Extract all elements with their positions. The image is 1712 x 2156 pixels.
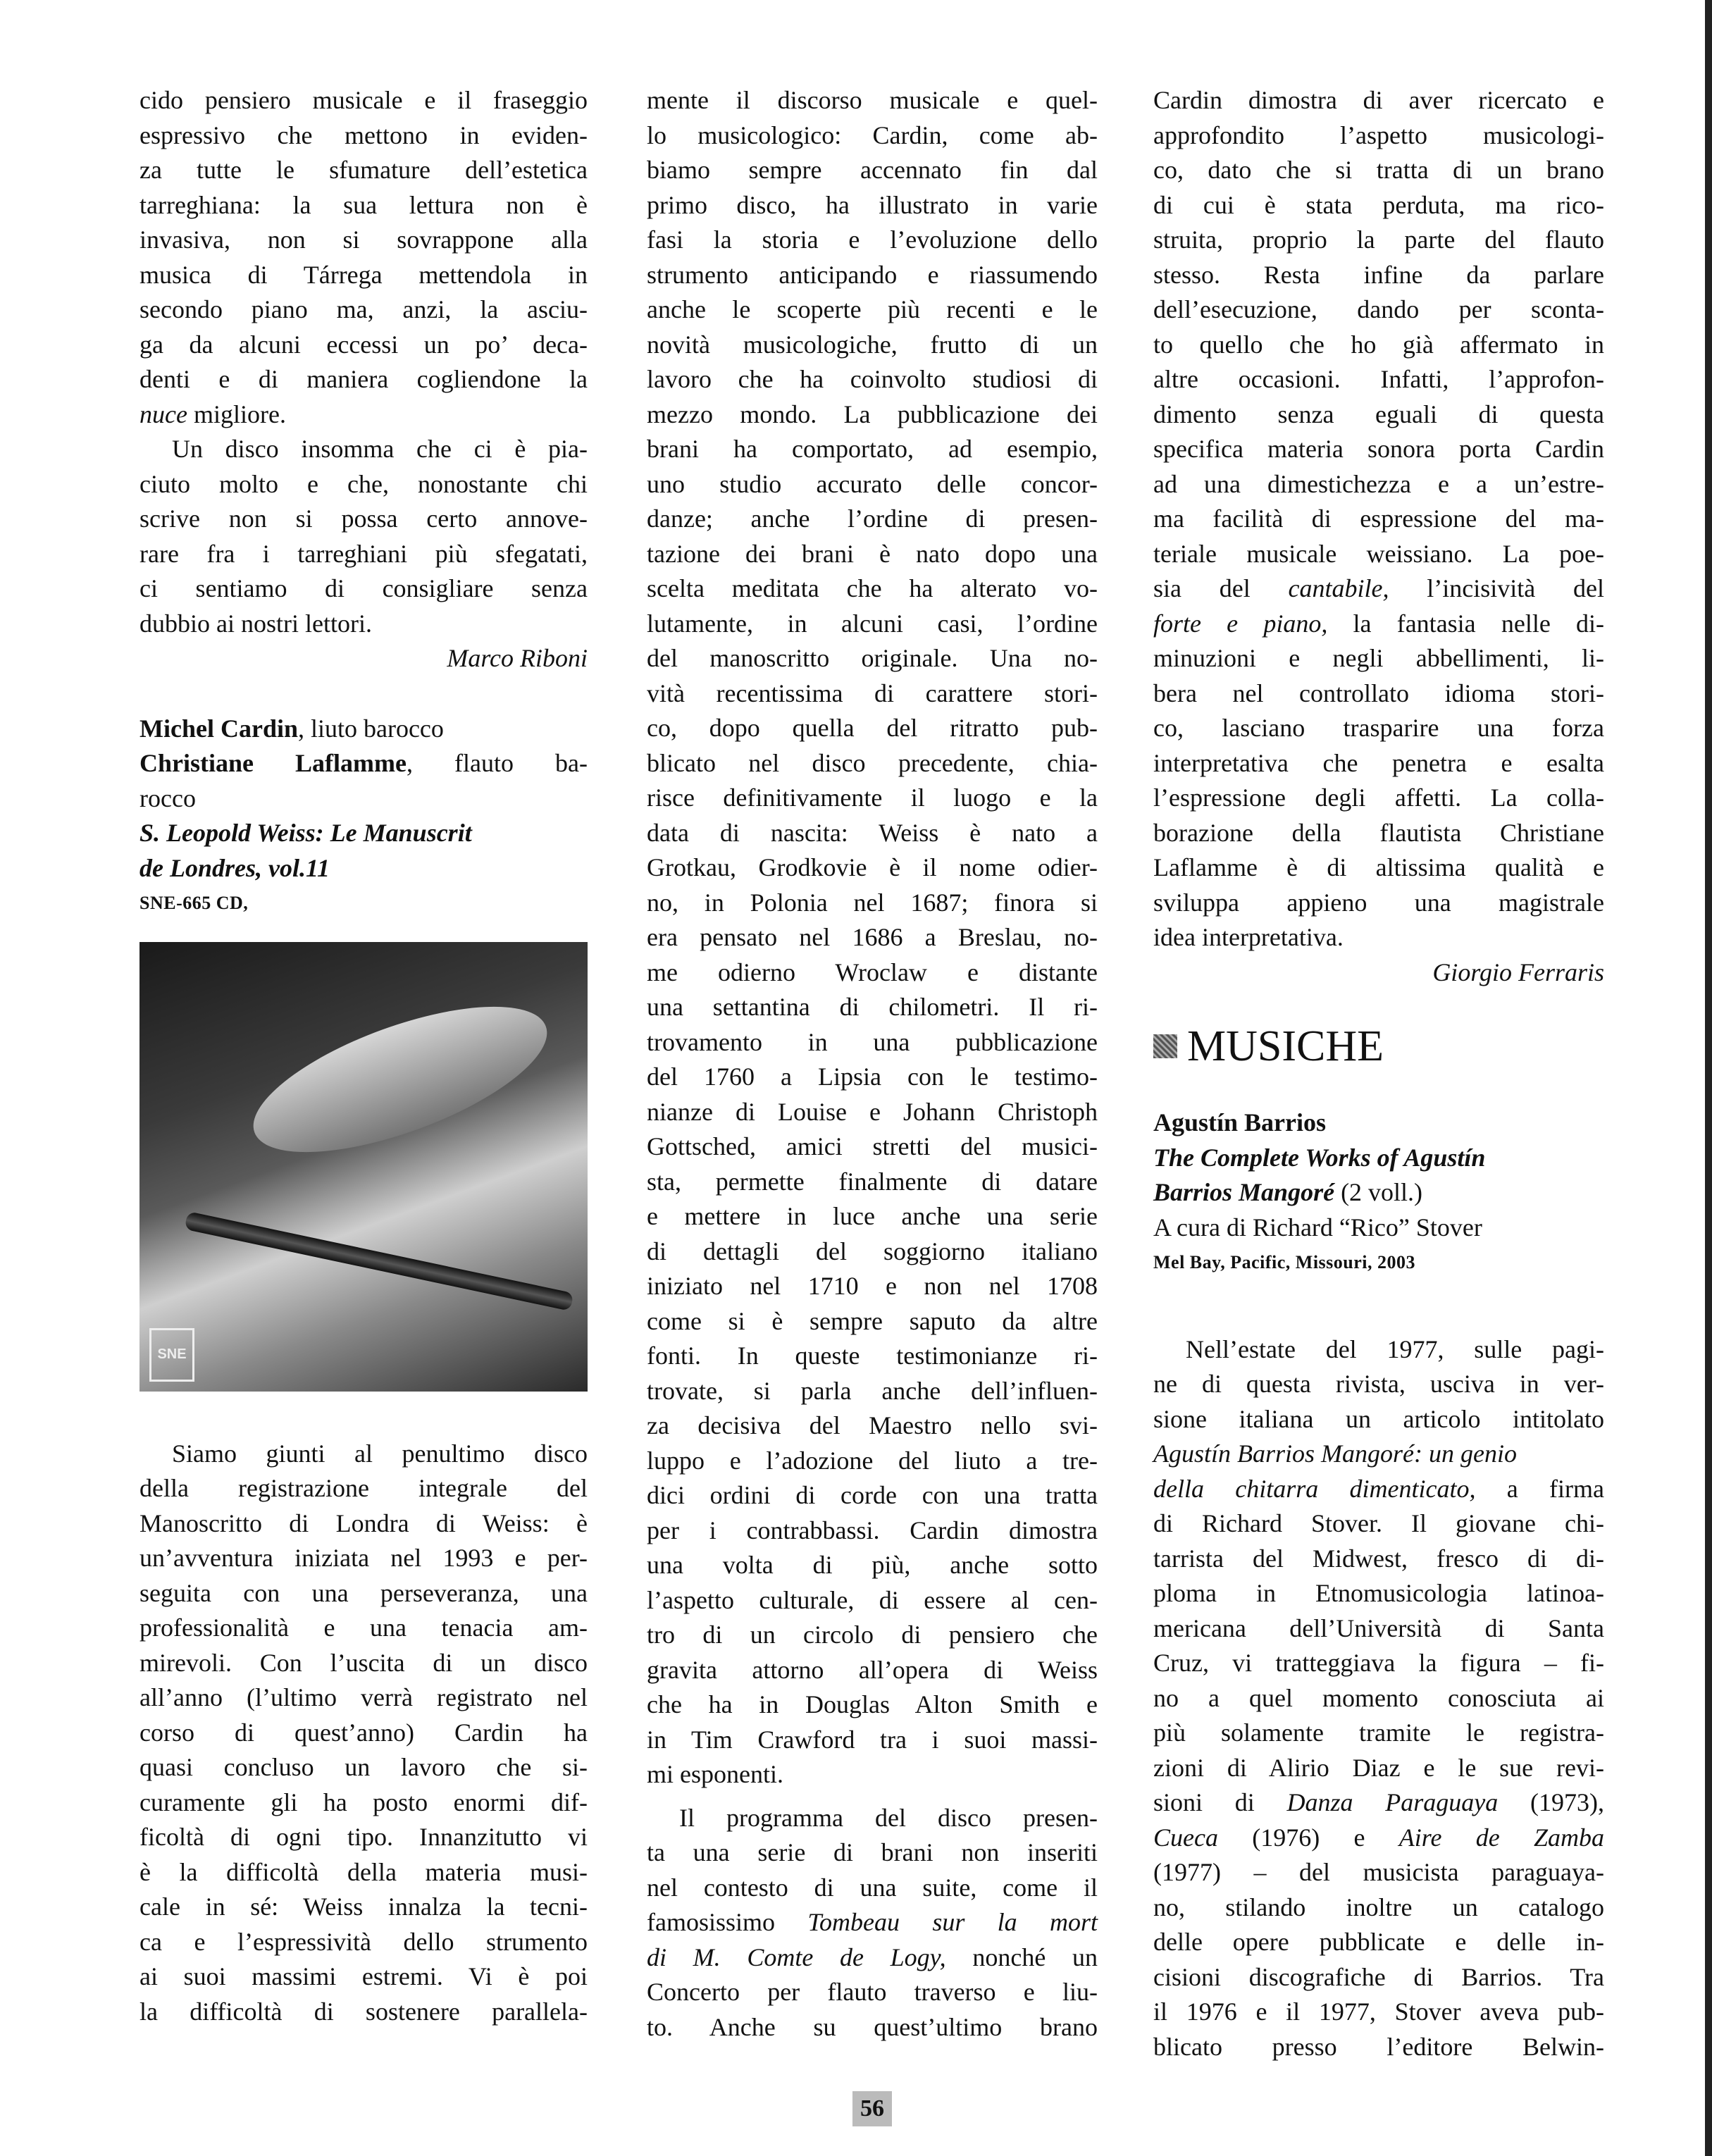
text-line: fasi la storia e l’evoluzione dello bbox=[647, 225, 1098, 254]
text-line: rare fra i tarreghiani più sfegatati, bbox=[139, 539, 588, 568]
text-line: professionalità e una tenacia am- bbox=[139, 1613, 588, 1642]
artist-name: Michel Cardin bbox=[139, 714, 298, 743]
text-line: approfondito l’aspetto musicologi- bbox=[1153, 120, 1604, 149]
text: sioni di bbox=[1153, 1788, 1287, 1816]
text-line: co, dato che si tratta di un brano bbox=[1153, 156, 1604, 184]
italic-term: cantabile, bbox=[1288, 574, 1389, 602]
text-line: blicato presso l’editore Belwin- bbox=[1153, 2032, 1604, 2061]
text-line: novità musicologiche, frutto di un bbox=[647, 330, 1098, 359]
text-line: che ha in Douglas Alton Smith e bbox=[647, 1690, 1098, 1718]
editor-credit: A cura di Richard “Rico” Stover bbox=[1153, 1213, 1482, 1241]
publisher-info: Mel Bay, Pacific, Missouri, 2003 bbox=[1153, 1252, 1416, 1272]
italic-title: della chitarra dimenticato, bbox=[1153, 1474, 1476, 1503]
text-line bbox=[1153, 1821, 1604, 1856]
flute-shape bbox=[184, 1211, 573, 1311]
text-line: trovate, si parla anche dell’influen- bbox=[647, 1376, 1098, 1405]
text-line: dell’esecuzione, dando per sconta- bbox=[1153, 295, 1604, 323]
text-line: mi esponenti. bbox=[647, 1760, 783, 1788]
text-line: di dettagli del soggiorno italiano bbox=[647, 1237, 1098, 1265]
c2-paragraph-2 bbox=[647, 1801, 1098, 2045]
text-line: seguita con una perseveranza, una bbox=[139, 1578, 588, 1607]
text-line: co, lasciano trasparire una forza bbox=[1153, 714, 1604, 742]
artist-role: , flauto ba- bbox=[407, 749, 588, 777]
text-line: l’espressione degli affetti. La colla- bbox=[1153, 783, 1604, 812]
text-line: nianze di Louise e Johann Christoph bbox=[647, 1097, 1098, 1126]
book-title: The Complete Works of Agustín bbox=[1153, 1143, 1486, 1172]
text-line: delle opere pubblicate e delle in- bbox=[1153, 1928, 1604, 1956]
text-line: specifica materia sonora porta Cardin bbox=[1153, 435, 1604, 463]
text-line: ta una serie di brani non inseriti bbox=[647, 1838, 1098, 1866]
review-header-weiss bbox=[139, 712, 588, 921]
text-line: mente il discorso musicale e quel- bbox=[647, 86, 1098, 114]
text-line: e mettere in luce anche una serie bbox=[647, 1202, 1098, 1230]
text-line: Nell’estate del 1977, sulle pagi- bbox=[1186, 1334, 1604, 1363]
text: l’incisività del bbox=[1389, 574, 1604, 602]
text-line: per i contrabbassi. Cardin dimostra bbox=[647, 1516, 1098, 1544]
text-line: altre occasioni. Infatti, l’approfon- bbox=[1153, 365, 1604, 393]
text-line: scrive non si possa certo annove- bbox=[139, 504, 588, 533]
text-line: vità recentissima di carattere stori- bbox=[647, 679, 1098, 707]
text: nonché un bbox=[945, 1943, 1098, 1971]
text-line: la difficoltà di sostenere parallela- bbox=[139, 1997, 588, 2026]
book-title: Barrios Mangoré bbox=[1153, 1178, 1335, 1206]
italic-title: Aire de Zamba bbox=[1398, 1823, 1604, 1852]
text-line bbox=[1153, 1472, 1604, 1507]
text-line: sione italiana un articolo intitolato bbox=[1153, 1404, 1604, 1433]
text-line: ad una dimestichezza e a un’estre- bbox=[1153, 469, 1604, 498]
text-line: più solamente tramite le registra- bbox=[1153, 1718, 1604, 1747]
text-line: mezzo mondo. La pubblicazione dei bbox=[647, 399, 1098, 428]
text-line: iniziato nel 1710 e non nel 1708 bbox=[647, 1272, 1098, 1300]
text-line: una volta di più, anche sotto bbox=[647, 1551, 1098, 1579]
text-line: za tutte le sfumature dell’estetica bbox=[139, 156, 588, 184]
text-line: quasi concluso un lavoro che si- bbox=[139, 1753, 588, 1781]
italic-text: nuce bbox=[139, 399, 187, 428]
text-line: fonti. In queste testimonianze ri- bbox=[647, 1342, 1098, 1370]
c3-paragraph-2 bbox=[1153, 1332, 1604, 2065]
text-line: interpretativa che penetra e esalta bbox=[1153, 748, 1604, 777]
text-line: era pensato nel 1686 a Breslau, no- bbox=[647, 923, 1098, 951]
text-line: ai suoi massimi estremi. Vi è poi bbox=[139, 1962, 588, 1990]
text-line: del manoscritto originale. Una no- bbox=[647, 644, 1098, 672]
section-title: MUSICHE bbox=[1187, 1022, 1384, 1070]
artist-role: , liuto barocco bbox=[297, 714, 444, 743]
text: sia del bbox=[1153, 574, 1289, 602]
text-line bbox=[1153, 1785, 1604, 1821]
review-header-barrios bbox=[1153, 1105, 1604, 1280]
text: migliore. bbox=[187, 399, 286, 428]
text-line: ploma in Etnomusicologia latinoa- bbox=[1153, 1579, 1604, 1607]
italic-title: Cueca bbox=[1153, 1823, 1218, 1852]
text-line bbox=[1153, 1175, 1604, 1210]
text: a firma bbox=[1475, 1474, 1605, 1503]
text-line: idea interpretativa. bbox=[1153, 923, 1344, 951]
text-line: ne di questa rivista, usciva in ver- bbox=[1153, 1370, 1604, 1398]
text-line: dici ordini di corde con una tratta bbox=[647, 1481, 1098, 1509]
text-line: blicato nel disco precedente, chia- bbox=[647, 748, 1098, 777]
text-line: mericana dell’Università di Santa bbox=[1153, 1613, 1604, 1642]
text-line: struita, proprio la parte del flauto bbox=[1153, 225, 1604, 254]
text-line: lo musicologico: Cardin, come ab- bbox=[647, 120, 1098, 149]
text-line: il 1976 e il 1977, Stover aveva pub- bbox=[1153, 1997, 1604, 2026]
section-heading bbox=[1153, 1014, 1604, 1079]
text-line: scelta meditata che ha alterato vo- bbox=[647, 574, 1098, 602]
text-line: nel contesto di una suite, come il bbox=[647, 1873, 1098, 1902]
italic-term: forte e piano, bbox=[1153, 609, 1328, 638]
text-line: all’anno (l’ultimo verrà registrato nel bbox=[139, 1683, 588, 1711]
text-line: minuzioni e negli abbellimenti, li- bbox=[1153, 644, 1604, 672]
text-line bbox=[1153, 607, 1604, 642]
text-line: ficoltà di ogni tipo. Innanzitutto vi bbox=[139, 1823, 588, 1851]
text-line: è la difficoltà della materia musi- bbox=[139, 1857, 588, 1886]
text-line bbox=[647, 1905, 1098, 1940]
text-line: ga da alcuni eccessi un po’ deca- bbox=[139, 330, 588, 359]
text-line: lutamente, in alcuni casi, l’ordine bbox=[647, 609, 1098, 638]
page-number: 56 bbox=[852, 2091, 892, 2126]
column-1 bbox=[139, 83, 588, 2029]
text-line: ma facilità di espressione del ma- bbox=[1153, 504, 1604, 533]
album-title: S. Leopold Weiss: Le Manuscrit bbox=[139, 819, 472, 847]
text-line: primo disco, ha illustrato in varie bbox=[647, 190, 1098, 219]
c1-paragraph-1 bbox=[139, 83, 588, 432]
text-line: gravita attorno all’opera di Weiss bbox=[647, 1655, 1098, 1684]
text-line: espressivo che mettono in eviden- bbox=[139, 120, 588, 149]
text: (1973), bbox=[1498, 1788, 1604, 1816]
text-line: denti e di maniera cogliendone la bbox=[139, 365, 588, 393]
text-line: come si è sempre saputo da altre bbox=[647, 1306, 1098, 1335]
text-line: strumento anticipando e riassumendo bbox=[647, 260, 1098, 289]
text-line: tarreghiana: la sua lettura non è bbox=[139, 190, 588, 219]
italic-title: Danza Paraguaya bbox=[1286, 1788, 1499, 1816]
text-line: di Richard Stover. Il giovane chi- bbox=[1153, 1509, 1604, 1537]
text-line: cale in sé: Weiss innalza la tecni- bbox=[139, 1892, 588, 1921]
text-line: sviluppa appieno una magistrale bbox=[1153, 888, 1604, 917]
text-line: di cui è stata perduta, ma rico- bbox=[1153, 190, 1604, 219]
author-signature: Giorgio Ferraris bbox=[1432, 958, 1604, 986]
text-line: no, in Polonia nel 1687; finora si bbox=[647, 888, 1098, 917]
text-line: data di nascita: Weiss è nato a bbox=[647, 818, 1098, 847]
lute-shape bbox=[237, 977, 564, 1182]
text-line: in Tim Crawford tra i suoi massi- bbox=[647, 1725, 1098, 1754]
text-line bbox=[139, 397, 588, 433]
album-title: de Londres, vol.11 bbox=[139, 853, 330, 882]
text-line: Laflamme è di altissima qualità e bbox=[1153, 853, 1604, 881]
text-line: curamente gli ha posto enormi dif- bbox=[139, 1788, 588, 1816]
c1-paragraph-2 bbox=[139, 432, 588, 641]
text-line: Il programma del disco presen- bbox=[679, 1803, 1098, 1832]
text-line: teriale musicale weissiano. La poe- bbox=[1153, 539, 1604, 568]
text-line: una settantina di chilometri. Il ri- bbox=[647, 993, 1098, 1021]
text-line: risce definitivamente il luogo e la bbox=[647, 783, 1098, 812]
text-line: Gottsched, amici stretti del musici- bbox=[647, 1132, 1098, 1160]
text: (1976) e bbox=[1217, 1823, 1399, 1852]
text-line: del 1760 a Lipsia con le testimo- bbox=[647, 1062, 1098, 1091]
text-line: no a quel momento conosciuta ai bbox=[1153, 1683, 1604, 1712]
column-3 bbox=[1153, 83, 1604, 2064]
text-line: anche le scoperte più recenti e le bbox=[647, 295, 1098, 323]
text-line: bera nel controllato idioma stori- bbox=[1153, 679, 1604, 707]
artist-name: Christiane Laflamme bbox=[139, 749, 407, 777]
text-line: borazione della flautista Christiane bbox=[1153, 818, 1604, 847]
text-line: Cardin dimostra di aver ricercato e bbox=[1153, 86, 1604, 114]
text-line: Un disco insomma che ci è pia- bbox=[172, 435, 588, 463]
text-line: biamo sempre accennato fin dal bbox=[647, 156, 1098, 184]
italic-title: di M. Comte de Logy, bbox=[647, 1943, 946, 1971]
scan-edge bbox=[1705, 0, 1712, 2156]
text-line: cido pensiero musicale e il fraseggio bbox=[139, 86, 588, 114]
text-line: sta, permette finalmente di datare bbox=[647, 1167, 1098, 1196]
text-line: dubbio ai nostri lettori. bbox=[139, 609, 372, 638]
text-line: tro di un circolo di pensiero che bbox=[647, 1621, 1098, 1649]
text-line: ci sentiamo di consigliare senza bbox=[139, 574, 588, 602]
text-line: della registrazione integrale del bbox=[139, 1474, 588, 1502]
text-line: uno studio accurato delle concor- bbox=[647, 469, 1098, 498]
text-line: l’aspetto culturale, di essere al cen- bbox=[647, 1585, 1098, 1614]
author-signature: Marco Riboni bbox=[447, 644, 588, 672]
text: famosissimo bbox=[647, 1908, 808, 1936]
text-line: corso di quest’anno) Cardin ha bbox=[139, 1718, 588, 1747]
text-line: ca e l’espressività dello strumento bbox=[139, 1927, 588, 1956]
text-line: dimento senza eguali di questa bbox=[1153, 399, 1604, 428]
text-line: stesso. Resta infine da parlare bbox=[1153, 260, 1604, 289]
text-line: (1977) – del musicista paraguaya- bbox=[1153, 1858, 1604, 1886]
catalog-number: SNE-665 CD, bbox=[139, 893, 249, 913]
text-line: cisioni discografiche di Barrios. Tra bbox=[1153, 1962, 1604, 1991]
text-line bbox=[647, 1940, 1098, 1976]
text-line: Manoscritto di Londra di Weiss: è bbox=[139, 1508, 588, 1537]
text-line: luppo e l’adozione del liuto a tre- bbox=[647, 1446, 1098, 1475]
column-2 bbox=[647, 83, 1098, 2045]
c2-paragraph-1 bbox=[647, 83, 1098, 1792]
text-line: musica di Tárrega mettendola in bbox=[139, 260, 588, 289]
text-line: danze; anche l’ordine di presen- bbox=[647, 504, 1098, 533]
text-line: zioni di Alirio Diaz e le sue revi- bbox=[1153, 1753, 1604, 1782]
text-line: tarrista del Midwest, fresco di di- bbox=[1153, 1544, 1604, 1573]
text-line: secondo piano ma, anzi, la asciu- bbox=[139, 295, 588, 323]
text-line: me odierno Wroclaw e distante bbox=[647, 958, 1098, 986]
label-logo: SNE bbox=[149, 1328, 194, 1382]
text-line: Concerto per flauto traverso e liu- bbox=[647, 1978, 1098, 2006]
text-line: un’avventura iniziata nel 1993 e per- bbox=[139, 1544, 588, 1572]
text: (2 voll.) bbox=[1334, 1178, 1423, 1206]
text-line bbox=[139, 712, 588, 747]
text-line: za decisiva del Maestro nello svi- bbox=[647, 1411, 1098, 1439]
text-line: Grotkau, Grodkovie è il nome odier- bbox=[647, 853, 1098, 881]
c3-paragraph-1 bbox=[1153, 83, 1604, 955]
text-line: Siamo giunti al penultimo disco bbox=[172, 1439, 588, 1468]
text-line: mirevoli. Con l’uscita di un disco bbox=[139, 1648, 588, 1677]
text-line: to. Anche su quest’ultimo brano bbox=[647, 2012, 1098, 2041]
text-line: invasiva, non si sovrappone alla bbox=[139, 225, 588, 254]
c1-paragraph-3 bbox=[139, 1437, 588, 2030]
section-square-icon bbox=[1153, 1034, 1177, 1058]
cd-cover-image bbox=[139, 942, 588, 1392]
text: la fantasia nelle di- bbox=[1327, 609, 1604, 638]
text-line: ciuto molto e che, nonostante chi bbox=[139, 469, 588, 498]
text-line: to quello che ho già affermato in bbox=[1153, 330, 1604, 359]
text-line: Cruz, vi tratteggiava la figura – fi- bbox=[1153, 1649, 1604, 1677]
italic-title: Agustín Barrios Mangoré: un genio bbox=[1153, 1439, 1517, 1468]
text-line bbox=[1153, 571, 1604, 607]
text-line: tazione dei brani è nato dopo una bbox=[647, 539, 1098, 568]
artist-name: Agustín Barrios bbox=[1153, 1108, 1327, 1136]
text-line: trovamento in una pubblicazione bbox=[647, 1027, 1098, 1056]
text-line: lavoro che ha coinvolto studiosi di bbox=[647, 365, 1098, 393]
italic-title: Tombeau sur la mort bbox=[807, 1908, 1098, 1936]
text-line: rocco bbox=[139, 783, 196, 812]
text-line bbox=[139, 746, 588, 781]
text-line: co, dopo quella del ritratto pub- bbox=[647, 714, 1098, 742]
text-line: no, stilando inoltre un catalogo bbox=[1153, 1892, 1604, 1921]
text-line: brani ha comportato, ad esempio, bbox=[647, 435, 1098, 463]
